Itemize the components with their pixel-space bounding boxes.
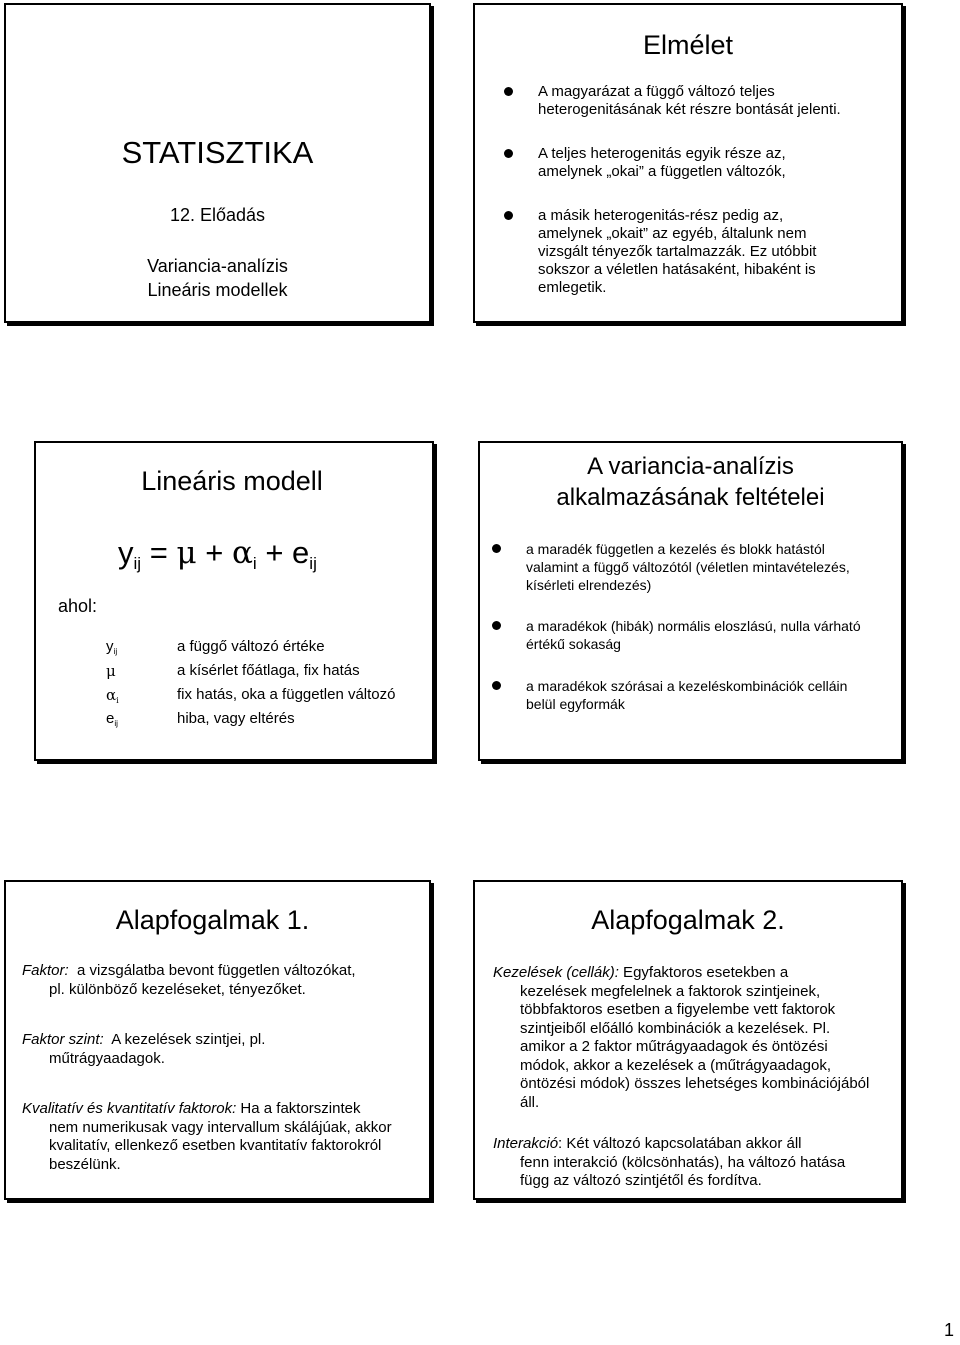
bullet-item: A teljes heterogenitás egyik része az, amelynek „okai” a független változók, [504,145,849,181]
definition-text: fix hatás, oka a független változó [177,686,396,703]
definition-text: a kísérlet főátlaga, fix hatás [177,662,360,679]
slide-heading-line1: A variancia-analízis [587,453,794,480]
subtitle-anova: Variancia-analízis [147,256,288,276]
slide-basic-concepts-2 [473,880,903,1200]
formula-mu: μ [176,535,197,571]
concept-term: Kezelések (cellák): [493,964,619,981]
concept-treatments: Kezelések (cellák): Egyfaktoros esetekben a kezelések megfelelnek a faktorok szintjeinek, többfaktoros esetben a figyelembe vett faktorok szintjeiből előálló kombinációk a kezelések. Pl. amikor a 2 faktor műtrágyaadagok és öntözési módok, akkor a kezelések a (műtrágyaadagok, öntözési módok) összes lehetséges kombinációjából áll. [493,964,870,1111]
formula-alpha: α [231,535,253,571]
concept-qualitative-quantitative: Kvalitatív és kvantitatív faktorok: Ha a faktorszintek nem numerikusak vagy intervallum skálájúak, akkor kvalitatív, ellenkező esetben kvantitatív faktorokról beszélünk. [22,1100,422,1174]
formula-e-sub: ij [309,553,317,573]
slide-anova-conditions [478,441,903,761]
concept-text: fenn interakció (kölcsönhatás), ha változó hatása függ az változó szintjétől és fordítva. [520,1153,846,1189]
concept-text: pl. különböző kezeléseket, tényezőket. [49,980,306,998]
formula-y-sub: ij [133,553,142,573]
slide-heading-line2: alkalmazásának feltételei [556,484,825,511]
subtitle-linear-models: Lineáris modellek [147,280,288,300]
concept-factor-level: Faktor szint: A kezelések szintjei, pl. műtrágyaadagok. [22,1031,422,1068]
bullet-list [504,83,849,297]
bullet-item: A magyarázat a függő változó teljes heterogenitásának két részre bontását jelenti. [504,83,849,119]
concept-factor: Faktor: a vizsgálatba bevont független változókat, pl. különböző kezeléseket, tényezőket. [22,962,422,999]
definition-symbol: μ [106,662,116,680]
slide-linear-model [34,441,434,761]
formula-plus: + [205,535,224,570]
concept-term: Faktor: [22,962,69,979]
slide-basic-concepts-1 [4,880,431,1200]
slide-heading: Alapfogalmak 2. [591,905,785,935]
model-formula [118,535,317,571]
concept-term: Kvalitatív és kvantitatív faktorok: [22,1100,237,1117]
bullet-item: a maradék független a kezelés és blokk hatástól valamint a függő változótól (véletlen mintavételezés, kísérleti elrendezés) [492,540,867,594]
definition-symbol: αi [106,686,119,705]
concept-term: Faktor szint: [22,1031,104,1048]
slide-heading: Alapfogalmak 1. [115,905,310,935]
slide-theory [473,3,903,323]
definition-symbol: eij [106,710,119,728]
formula-equals: = [149,535,168,570]
slide-heading: Elmélet [642,30,734,60]
definition-symbol: yij [106,638,118,656]
slide-title-heading: STATISZTIKA [121,135,314,170]
definition-text: hiba, vagy eltérés [177,710,295,727]
bullet-item: a maradékok szórásai a kezeléskombinációk celláin belül egyformák [492,677,867,713]
lecture-number: 12. Előadás [169,205,266,225]
formula-y: y [118,535,134,570]
bullet-item: a maradékok (hibák) normális eloszlású, nulla várható értékű sokaság [492,617,867,653]
concept-text: műtrágyaadagok. [49,1049,165,1067]
definition-text: a függő változó értéke [177,638,325,655]
concept-term: Interakció [493,1135,559,1152]
bullet-list [492,540,867,713]
formula-alpha-sub: i [252,553,257,573]
where-label: ahol: [58,596,98,616]
concept-interaction: Interakció: Két változó kapcsolatában akkor áll fenn interakció (kölcsönhatás), ha változó hatása függ az változó szintjétől és fordítva. [493,1135,883,1191]
page-number: 1 [944,1320,955,1340]
formula-e: e [292,535,310,570]
bullet-item: a másik heterogenitás-rész pedig az, amelynek „okait” az egyéb, általunk nem vizsgált tényezők tartalmazzák. Ez utóbbit sokszor a véletlen hatásaként, hibaként is emlegetik. [504,207,849,297]
slide-title [4,3,431,323]
formula-plus: + [265,535,284,570]
concept-text: nem numerikusak vagy intervallum skálájúak, akkor kvalitatív, ellenkező esetben kvantitatív faktorokról beszélünk. [49,1118,392,1173]
concept-text: kezelések megfelelnek a faktorok szintjeinek, többfaktoros esetben a figyelembe vett faktorok szintjeiből előálló kombinációk a kezelések. Pl. amikor a 2 faktor műtrágyaadagok és öntözési módok, akkor a kezelések a (műtrágyaadagok, öntözési módok) összes lehetséges kombinációjából áll. [520,982,870,1111]
slide-heading: Lineáris modell [141,466,323,496]
